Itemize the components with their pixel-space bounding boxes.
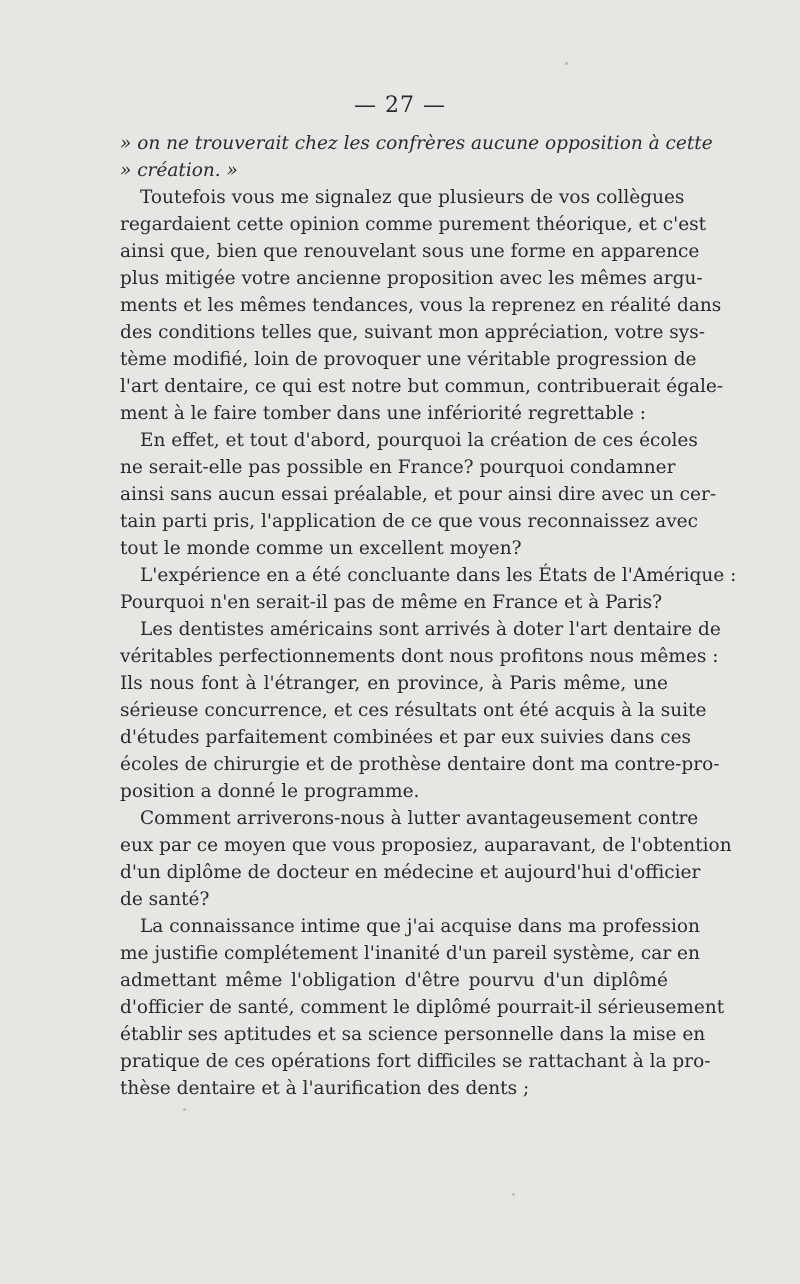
text-line: position a donné le programme. — [120, 781, 420, 802]
text-line: tain parti pris, l'application de ce que vous reconnaissez avec — [120, 511, 698, 532]
text-line: tème modifié, loin de provoquer une véritable progression de — [120, 349, 697, 370]
text-line: l'art dentaire, ce qui est notre but commun, contribuerait égale- — [120, 376, 724, 397]
text-line: ainsi sans aucun essai préalable, et pour ainsi dire avec un cer- — [120, 484, 717, 505]
text-line: ments et les mêmes tendances, vous la reprenez en réalité dans — [120, 295, 722, 316]
text-line: En effet, et tout d'abord, pourquoi la création de ces écoles — [140, 430, 698, 451]
text-line: Ils nous font à l'étranger, en province, à Paris même, une — [120, 673, 668, 694]
text-line: » création. » — [120, 160, 238, 181]
text-line: » on ne trouverait chez les confrères aucune opposition à cette — [120, 133, 713, 154]
page-number: — 27 — — [354, 93, 446, 118]
text-line: Toutefois vous me signalez que plusieurs de vos collègues — [140, 187, 685, 208]
text-line: Comment arriverons-nous à lutter avantageusement contre — [140, 808, 699, 829]
text-line: tout le monde comme un excellent moyen? — [120, 538, 522, 559]
text-line: établir ses aptitudes et sa science personnelle dans la mise en — [120, 1024, 706, 1045]
text-line: des conditions telles que, suivant mon appréciation, votre sys- — [120, 322, 705, 343]
text-line: ment à le faire tomber dans une infériorité regrettable : — [120, 403, 646, 424]
text-line: L'expérience en a été concluante dans les États de l'Amérique : — [140, 565, 737, 586]
text-line: sérieuse concurrence, et ces résultats ont été acquis à la suite — [120, 700, 707, 721]
text-line: regardaient cette opinion comme purement théorique, et c'est — [120, 214, 707, 235]
text-line: admettant même l'obligation d'être pourvu d'un diplômé — [120, 970, 668, 991]
text-line: d'études parfaitement combinées et par eux suivies dans ces — [120, 727, 692, 748]
text-line: thèse dentaire et à l'aurification des dents ; — [120, 1078, 530, 1099]
text-line: écoles de chirurgie et de prothèse dentaire dont ma contre-pro- — [120, 754, 720, 775]
text-line: me justifie complétement l'inanité d'un pareil système, car en — [120, 943, 700, 964]
body-text — [120, 130, 737, 1102]
text-line: d'un diplôme de docteur en médecine et aujourd'hui d'officier — [120, 862, 701, 883]
text-line: véritables perfectionnements dont nous profitons nous mêmes : — [120, 646, 719, 667]
paper-speck — [565, 62, 568, 65]
text-line: pratique de ces opérations fort difficiles se rattachant à la pro- — [120, 1051, 711, 1072]
text-line: plus mitigée votre ancienne proposition avec les mêmes argu- — [120, 268, 703, 289]
text-line: Pourquoi n'en serait-il pas de même en France et à Paris? — [120, 592, 662, 613]
text-line: eux par ce moyen que vous proposiez, auparavant, de l'obtention — [120, 835, 732, 856]
text-line: La connaissance intime que j'ai acquise dans ma profession — [140, 916, 700, 937]
paper-speck — [512, 1193, 515, 1196]
text-line: de santé? — [120, 889, 210, 910]
text-line: Les dentistes américains sont arrivés à doter l'art dentaire de — [140, 619, 721, 640]
paper-speck — [183, 1108, 186, 1111]
text-line: ainsi que, bien que renouvelant sous une forme en apparence — [120, 241, 700, 262]
text-line: ne serait-elle pas possible en France? pourquoi condamner — [120, 457, 676, 478]
text-line: d'officier de santé, comment le diplômé pourrait-il sérieusement — [120, 997, 725, 1018]
